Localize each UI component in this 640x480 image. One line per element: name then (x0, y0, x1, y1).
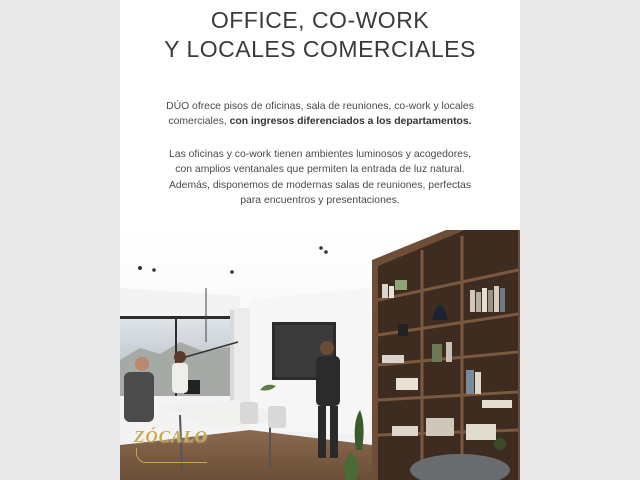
description-paragraph (140, 147, 500, 209)
logo-underline (136, 448, 207, 463)
description-line-2: con amplios ventanales que permiten la entrada de luz natural. (175, 164, 465, 176)
brochure-page (120, 0, 520, 480)
intro-line-2-bold: con ingresos diferenciados a los departamentos. (229, 116, 472, 128)
intro-line-2 (140, 114, 500, 129)
page-title (120, 6, 520, 64)
description-line-3: Además, disponemos de modernas salas de reuniones, perfectas (168, 179, 472, 191)
title-line-2: Y LOCALES COMERCIALES (164, 36, 476, 62)
title-line-1: OFFICE, CO-WORK (210, 7, 430, 33)
intro-paragraph (140, 99, 500, 130)
description-line-4: para encuentros y presentaciones. (240, 195, 400, 207)
zocalo-logo: ZÓCALO (134, 427, 208, 446)
intro-line-2-text: comerciales, (168, 116, 230, 128)
description-line-1: Las oficinas y co-work tienen ambientes luminosos y acogedores, (168, 149, 472, 160)
intro-line-1: DÚO ofrece pisos de oficinas, sala de reuniones, co-work y locales (166, 101, 474, 112)
